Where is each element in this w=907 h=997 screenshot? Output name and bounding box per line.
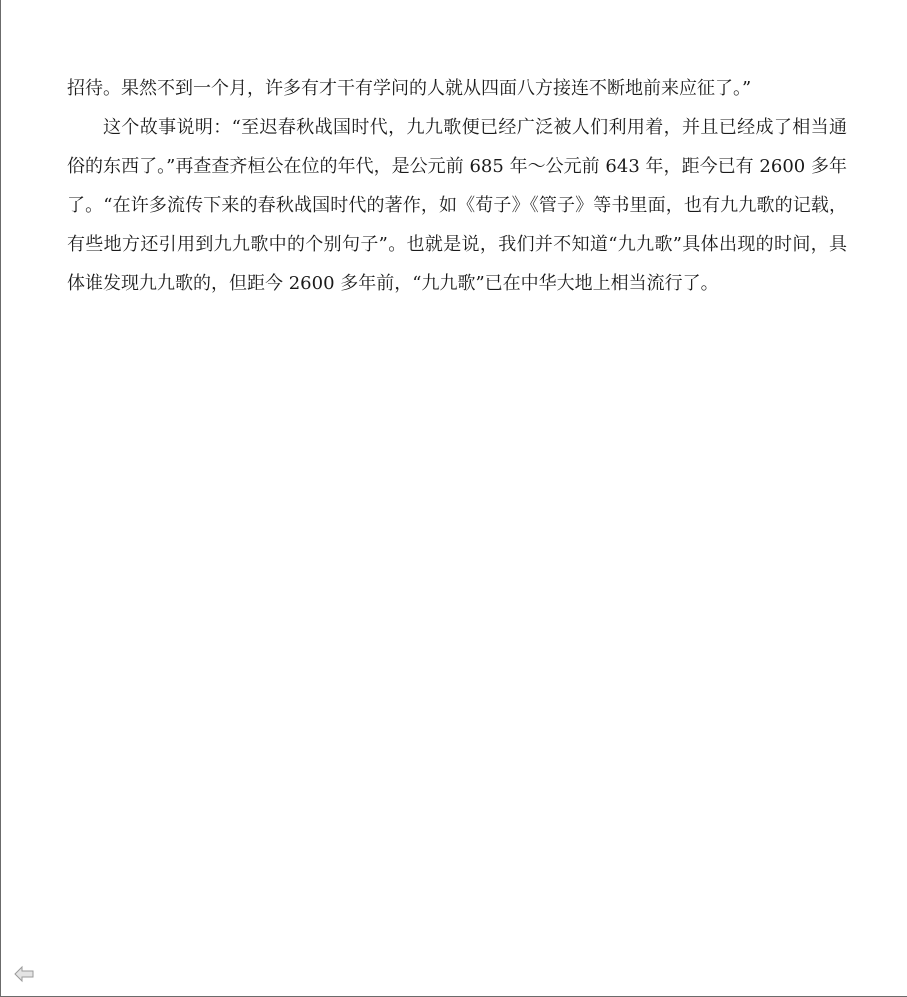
back-arrow-icon[interactable] — [13, 965, 35, 983]
paragraph-continuation: 招待。果然不到一个月，许多有才干有学问的人就从四面八方接连不断地前来应征了。” — [67, 78, 752, 99]
back-arrow-glyph — [13, 965, 35, 983]
paragraph-story-explanation: 这个故事说明：“至迟春秋战国时代，九九歌便已经广泛被人们利用着，并且已经成了相当通俗的东西了。”再查查齐桓公在位的年代，是公元前 685 年～公元前 643 年，距今已有 2600 多年了。“在许多流传下来的春秋战国时代的著作，如《荀子》《管子》等书里面，也有九九歌的记载，有些地方还引用到九九歌中的个别句子”。也就是说，我们并不知道“九九歌”具体出现的时间，具体谁发现九九歌的，但距今 2600 多年前，“九九歌”已在中华大地上相当流行了。 — [67, 117, 847, 294]
document-body — [67, 69, 847, 303]
